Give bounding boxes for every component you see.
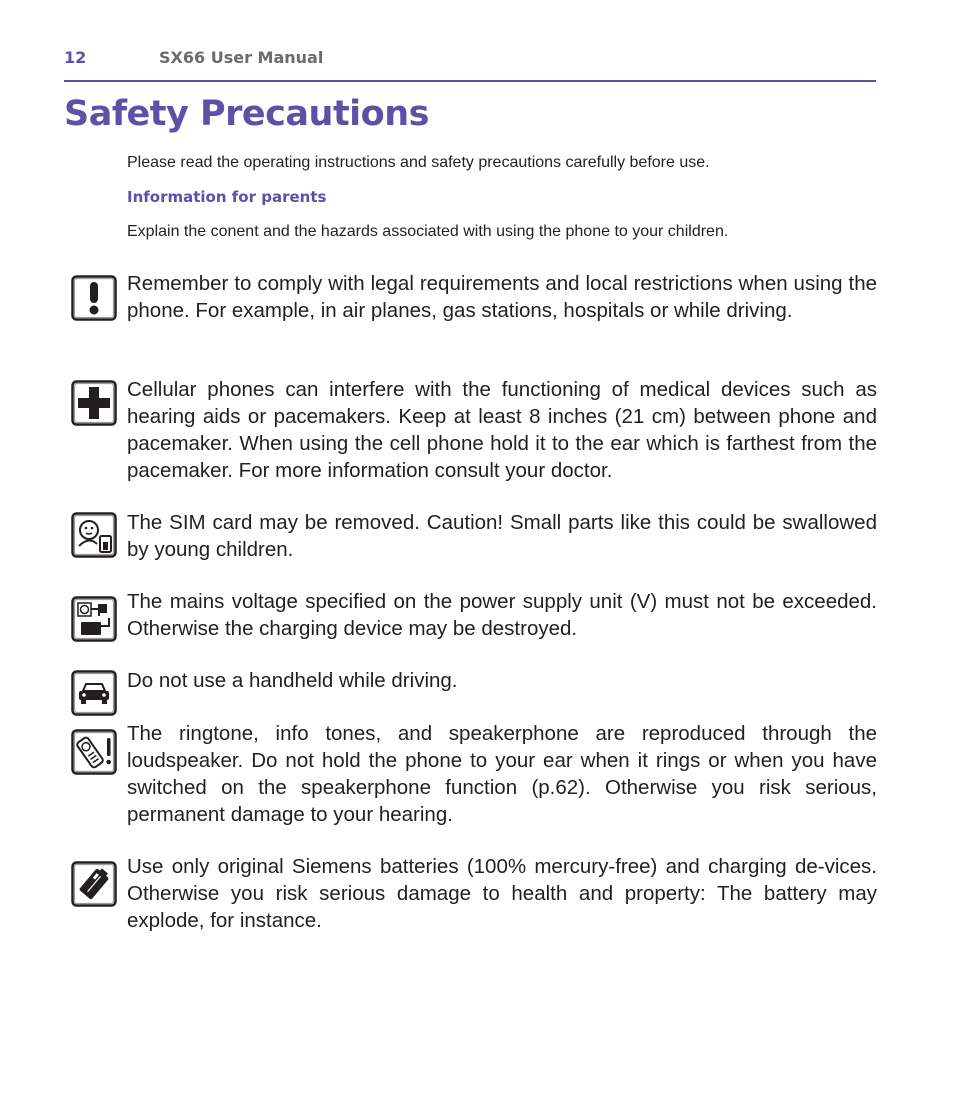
exclamation-icon — [71, 275, 117, 321]
page-header — [64, 48, 876, 70]
car-icon — [71, 670, 117, 716]
parents-heading: Information for parents — [127, 188, 327, 206]
safety-item-text: Remember to comply with legal requirements and local restrictions when using the phone. For example, in air planes, gas stations, hospitals or while driving. — [127, 272, 877, 322]
safety-item-text: The mains voltage specified on the power supply unit (V) must not be exceeded. Otherwise the charging device may be destroyed. — [127, 590, 877, 640]
page-number: 12 — [64, 48, 87, 67]
medical-cross-icon — [71, 380, 117, 426]
page-title: Safety Precautions — [64, 94, 429, 134]
header-rule — [64, 80, 876, 82]
loud-phone-icon — [71, 729, 117, 775]
parents-text: Explain the conent and the hazards associated with using the phone to your children. — [127, 223, 729, 240]
power-supply-icon — [71, 596, 117, 642]
safety-item-text: Use only original Siemens batteries (100% mercury-free) and charging de-vices. Otherwise you risk serious damage to health and property: The battery may explode, for instance. — [127, 855, 877, 932]
battery-icon — [71, 861, 117, 907]
manual-title: SX66 User Manual — [159, 48, 324, 67]
safety-item-text: Cellular phones can interfere with the functioning of medical devices such as hearing aids or pacemakers. Keep at least 8 inches (21 cm) between phone and pacemaker. When using the cell phone hold it to the ear which is farthest from the pacemaker. For more information consult your doctor. — [127, 378, 877, 482]
safety-item-text: The ringtone, info tones, and speakerphone are reproduced through the loudspeaker. Do not hold the phone to your ear when it rings or when you have switched on the speakerphone function (p.62). Otherwise you risk serious, permanent damage to your hearing. — [127, 722, 877, 826]
child-sim-icon — [71, 512, 117, 558]
safety-item-text: Do not use a handheld while driving. — [127, 669, 458, 692]
intro-text: Please read the operating instructions and safety precautions carefully before use. — [127, 154, 710, 171]
safety-item-text: The SIM card may be removed. Caution! Small parts like this could be swallowed by young children. — [127, 511, 877, 561]
